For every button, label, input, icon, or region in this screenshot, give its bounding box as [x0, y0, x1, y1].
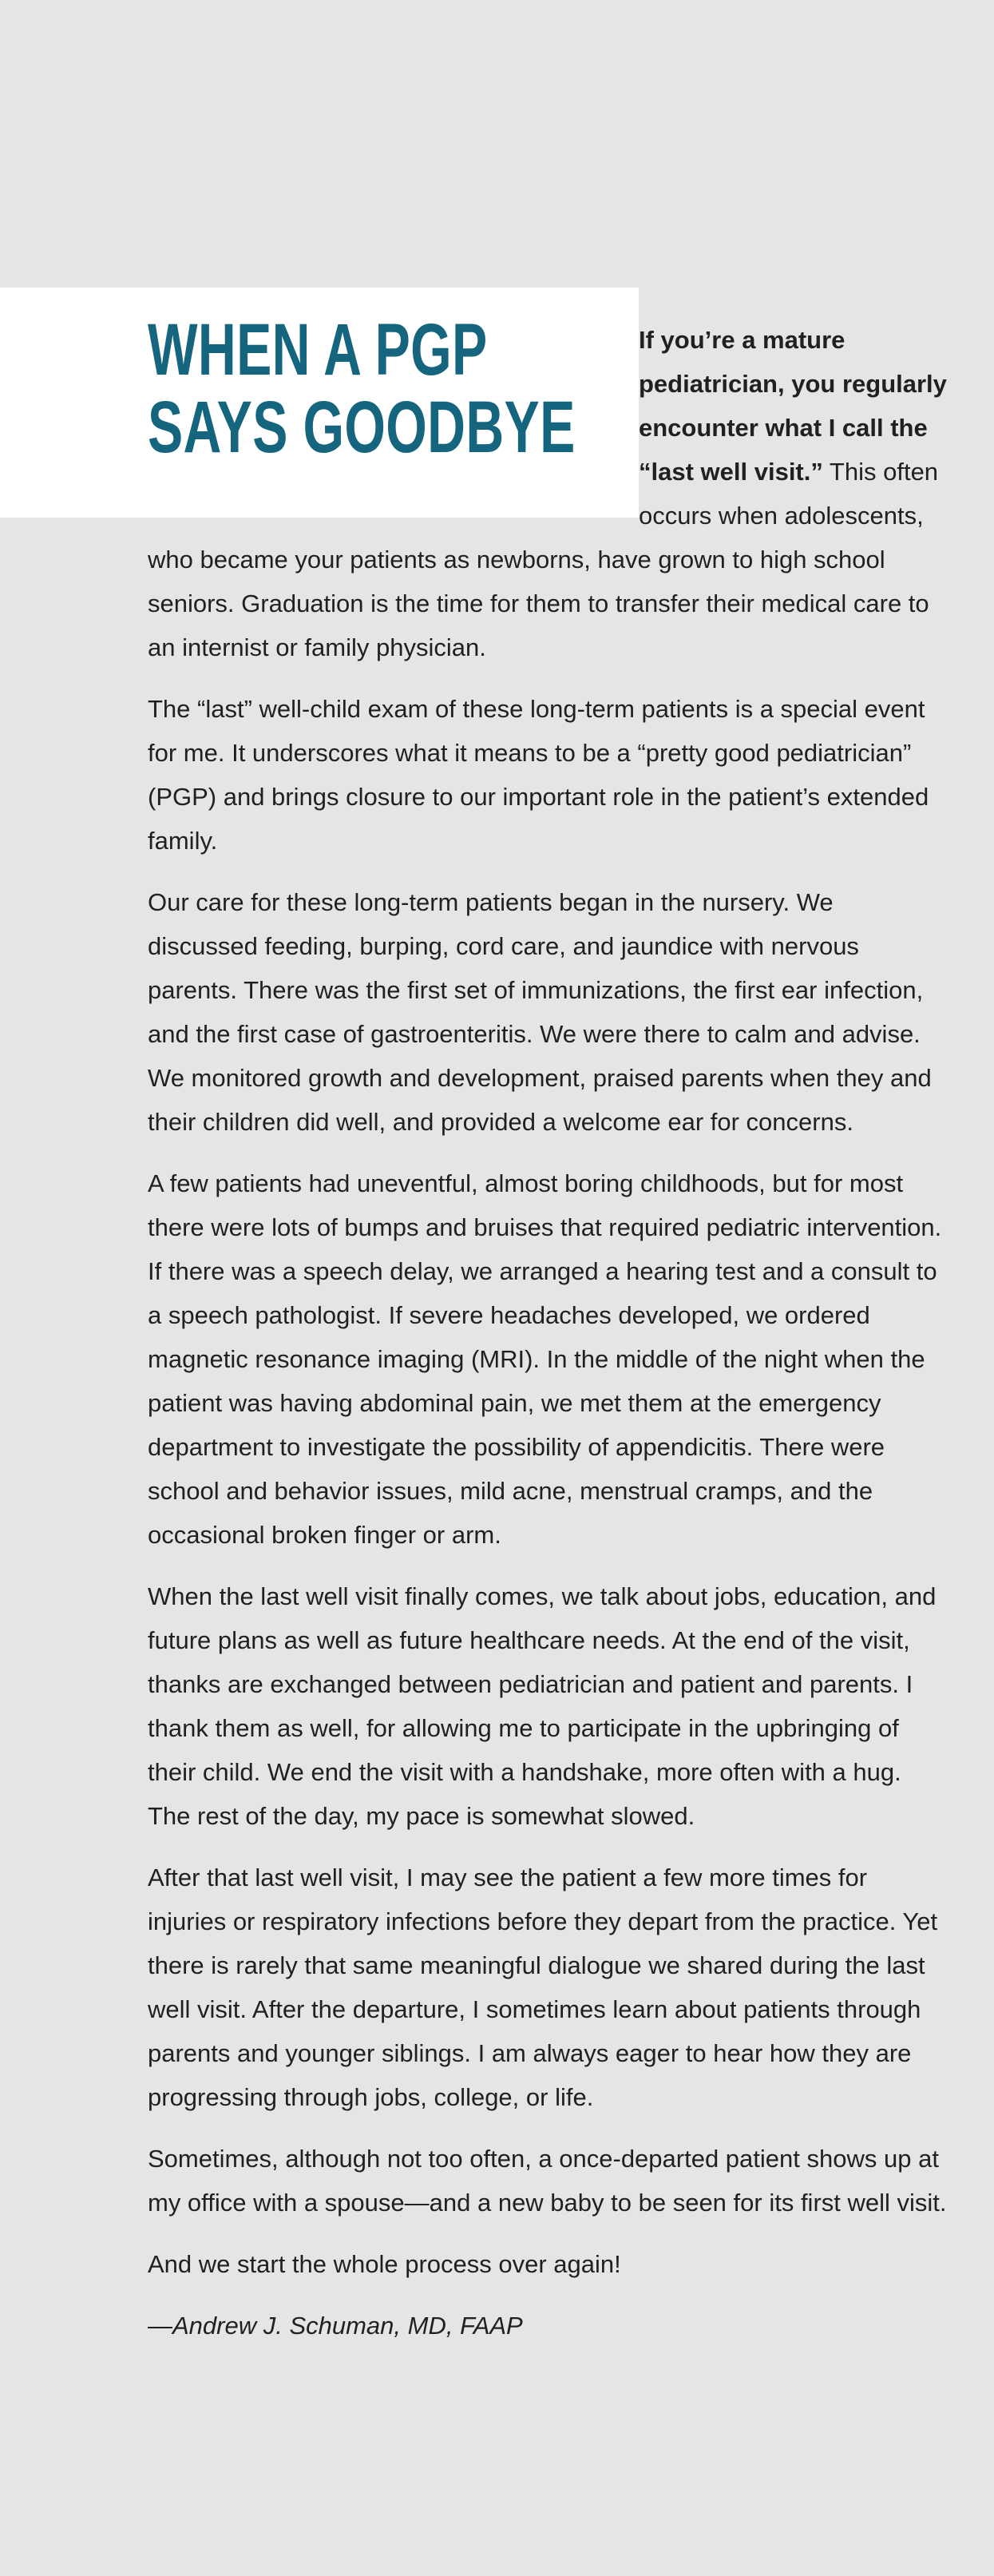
- article-title-box: [0, 288, 639, 518]
- article-paragraph: When the last well visit finally comes, we talk about jobs, education, and future plans as well as future healthcare needs. At the end of the visit, thanks are exchanged between pediatrician and patient and parents. I thank them as well, for allowing me to participate in the upbringing of their child. We end the visit with a handshake, more often with a hug. The rest of the day, my pace is somewhat slowed.: [148, 1582, 937, 1830]
- article-paragraph: Our care for these long-term patients began in the nursery. We discussed feeding, burping, cord care, and jaundice with nervous parents. There was the first set of immunizations, the first ear infection, and the first case of gastroenteritis. We were there to calm and advise. We monitored growth and development, praised parents when they and their children did well, and provided a welcome ear for concerns.: [148, 888, 932, 1136]
- article-title-line-1: WHEN A PGP: [148, 309, 488, 391]
- article-paragraph: Sometimes, although not too often, a once-departed patient shows up at my office with a spouse—and a new baby to be seen for its first well visit.: [148, 2145, 947, 2217]
- article-paragraph: The “last” well-child exam of these long-term patients is a special event for me. It underscores what it means to be a “pretty good pediatrician” (PGP) and brings closure to our important role in the patient’s extended family.: [148, 695, 929, 855]
- article-closing-paragraph: And we start the whole process over again!: [148, 2250, 621, 2278]
- article-byline: —Andrew J. Schuman, MD, FAAP: [148, 2312, 523, 2340]
- article-title-line-2: SAYS GOODBYE: [148, 386, 576, 468]
- intro-rest-text: This often occurs when adolescents, who became your patients as newborns, have grown to high school seniors. Graduation is the time for them to transfer their medical care to an internist or family physician.: [148, 458, 939, 661]
- article-paragraph: A few patients had uneventful, almost boring childhoods, but for most there were lots of bumps and bruises that required pediatric intervention. If there was a speech delay, we arranged a hearing test and a consult to a speech pathologist. If severe headaches developed, we ordered magnetic resonance imaging (MRI). In the middle of the night when the patient was having abdominal pain, we met them at the emergency department to investigate the possibility of appendicitis. There were school and behavior issues, mild acne, menstrual cramps, and the occasional broken finger or arm.: [148, 1169, 942, 1549]
- intro-bold-text: If you’re a mature pediatrician, you regularly encounter what I call the “last well visit.”: [639, 326, 947, 486]
- article-title: [148, 309, 576, 468]
- article-paragraph: After that last well visit, I may see the patient a few more times for injuries or respiratory infections before they depart from the practice. Yet there is rarely that same meaningful dialogue we shared during the last well visit. After the departure, I sometimes learn about patients through parents and younger siblings. I am always eager to hear how they are progressing through jobs, college, or life.: [148, 1864, 938, 2111]
